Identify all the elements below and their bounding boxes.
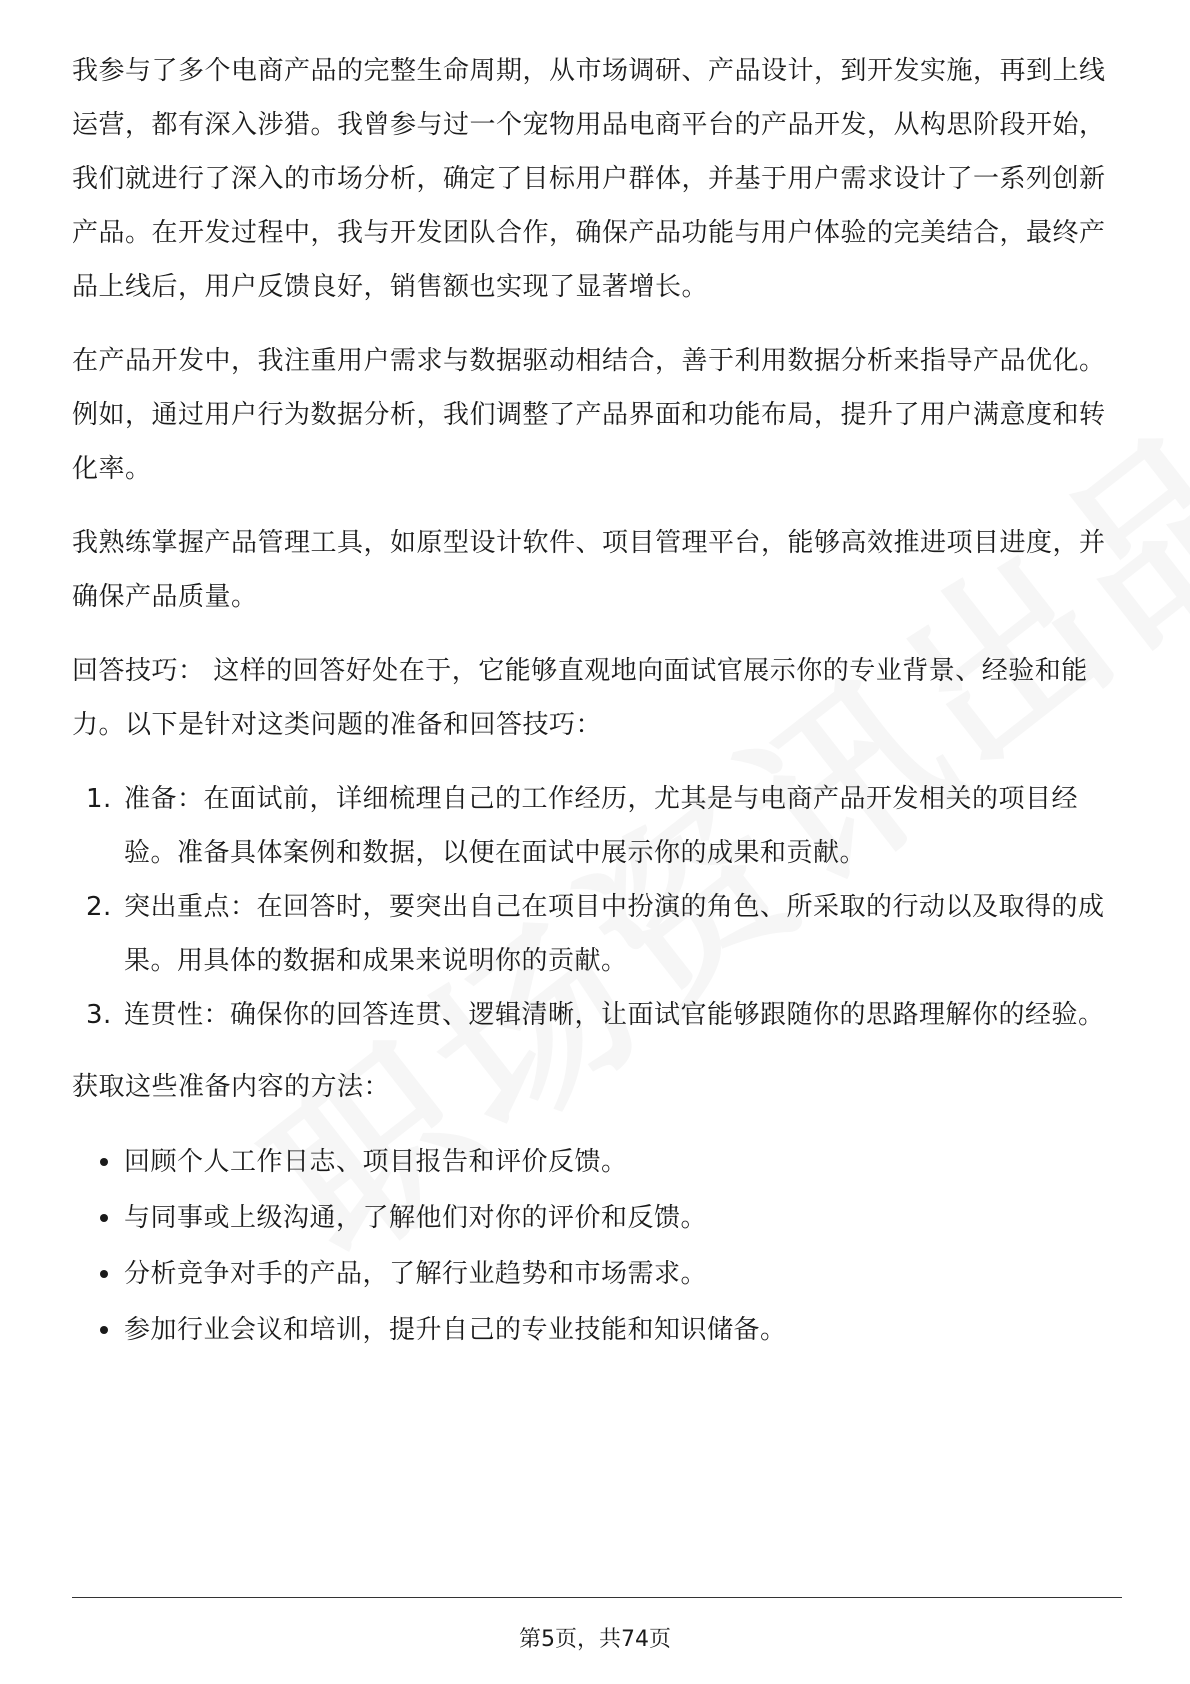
paragraph-data-driven: 在产品开发中，我注重用户需求与数据驱动相结合，善于利用数据分析来指导产品优化。例如，通过用户行为数据分析，我们调整了产品界面和功能布局，提升了用户满意度和转化率。 bbox=[72, 346, 1106, 484]
list-item bbox=[72, 1246, 1122, 1302]
page-number: 第5页，共74页 bbox=[519, 1627, 671, 1652]
list-item-text: 参加行业会议和培训，提升自己的专业技能和知识储备。 bbox=[124, 1315, 787, 1345]
list-item-number: 1. bbox=[86, 784, 112, 814]
bullet-icon bbox=[100, 1158, 108, 1166]
bullet-icon bbox=[100, 1326, 108, 1334]
bullet-icon bbox=[100, 1214, 108, 1222]
footer-divider bbox=[72, 1597, 1122, 1598]
methods-list bbox=[72, 1134, 1122, 1358]
paragraph-experience: 我参与了多个电商产品的完整生命周期，从市场调研、产品设计，到开发实施，再到上线运营，都有深入涉猎。我曾参与过一个宠物用品电商平台的产品开发，从构思阶段开始，我们就进行了深入的市场分析，确定了目标用户群体，并基于用户需求设计了一系列创新产品。在开发过程中，我与开发团队合作，确保产品功能与用户体验的完美结合，最终产品上线后，用户反馈良好，销售额也实现了显著增长。 bbox=[72, 56, 1106, 302]
list-item bbox=[72, 1190, 1122, 1246]
list-item-text: 准备：在面试前，详细梳理自己的工作经历，尤其是与电商产品开发相关的项目经验。准备具体案例和数据，以便在面试中展示你的成果和贡献。 bbox=[124, 784, 1079, 868]
bullet-icon bbox=[100, 1270, 108, 1278]
paragraph-methods-heading: 获取这些准备内容的方法： bbox=[72, 1072, 391, 1102]
list-item bbox=[72, 988, 1122, 1042]
list-item-text: 突出重点：在回答时，要突出自己在项目中扮演的角色、所采取的行动以及取得的成果。用具体的数据和成果来说明你的贡献。 bbox=[124, 892, 1105, 976]
tips-list bbox=[72, 772, 1122, 1042]
list-item-text: 回顾个人工作日志、项目报告和评价反馈。 bbox=[124, 1147, 628, 1177]
list-item-text: 连贯性：确保你的回答连贯、逻辑清晰，让面试官能够跟随你的思路理解你的经验。 bbox=[124, 1000, 1105, 1030]
paragraph-answer-tips: 回答技巧： 这样的回答好处在于，它能够直观地向面试官展示你的专业背景、经验和能力。以下是针对这类问题的准备和回答技巧： bbox=[72, 656, 1088, 740]
document-body bbox=[72, 44, 1122, 1358]
list-item bbox=[72, 880, 1122, 988]
list-item bbox=[72, 1134, 1122, 1190]
list-item-text: 分析竞争对手的产品，了解行业趋势和市场需求。 bbox=[124, 1259, 708, 1289]
list-item-text: 与同事或上级沟通，了解他们对你的评价和反馈。 bbox=[124, 1203, 708, 1233]
list-item-number: 3. bbox=[86, 1000, 112, 1030]
list-item-number: 2. bbox=[86, 892, 112, 922]
list-item bbox=[72, 1302, 1122, 1358]
list-item bbox=[72, 772, 1122, 880]
paragraph-tools: 我熟练掌握产品管理工具，如原型设计软件、项目管理平台，能够高效推进项目进度，并确保产品质量。 bbox=[72, 528, 1106, 612]
